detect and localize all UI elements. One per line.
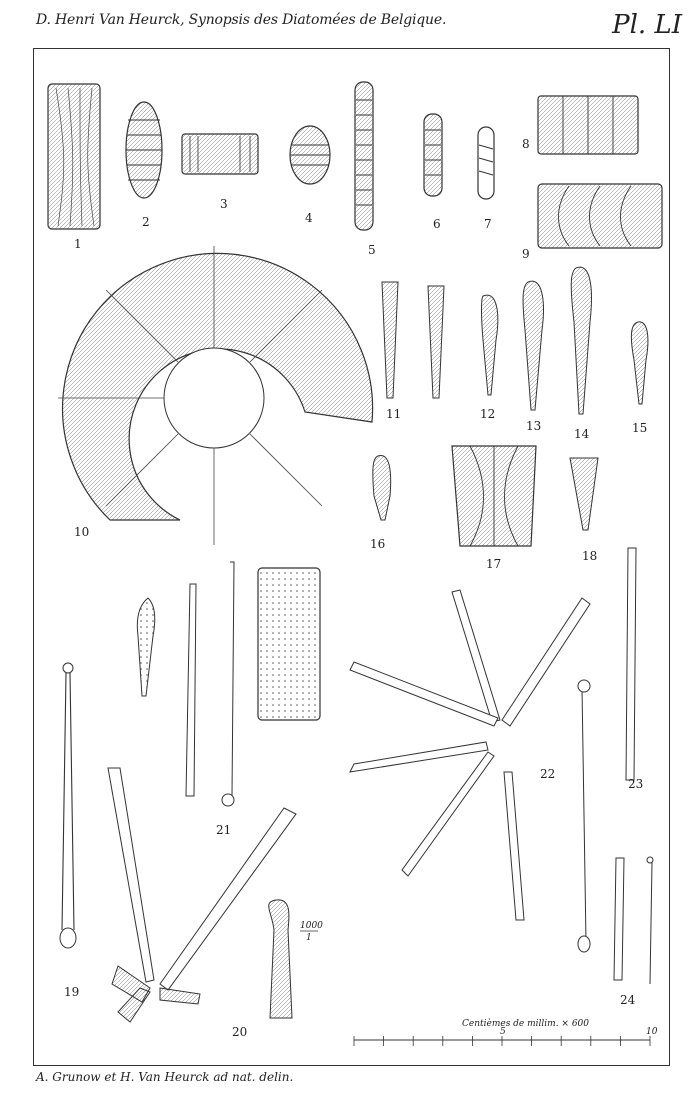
figure-label-15: 15 <box>632 421 648 435</box>
figure-label-2: 2 <box>142 215 150 229</box>
figure-label-18: 18 <box>582 549 598 563</box>
figure-label-21: 21 <box>216 823 232 837</box>
scale-bar <box>354 1018 658 1046</box>
figure-8-drawing <box>538 96 638 154</box>
figure-label-23: 23 <box>628 777 644 791</box>
figure-label-20: 20 <box>232 1025 248 1039</box>
scale-mid-label: 5 <box>500 1027 506 1037</box>
figure-9-drawing <box>538 184 662 248</box>
figure-24-drawing <box>614 857 653 984</box>
magnification-top: 1000 <box>300 921 323 931</box>
figure-2-drawing <box>126 102 162 198</box>
figure-5-drawing <box>355 82 373 230</box>
figure-6-drawing <box>424 114 442 196</box>
figure-18-drawing <box>570 458 598 530</box>
scale-caption: Centièmes de millim. × 600 <box>462 1019 590 1029</box>
figure-label-6: 6 <box>433 217 441 231</box>
figure-14-drawing <box>571 267 591 414</box>
figure-21-drawing <box>137 562 320 806</box>
figure-19-drawing <box>60 663 76 948</box>
figure-1-drawing <box>48 84 100 229</box>
figure-label-9: 9 <box>522 247 530 261</box>
figure-23-drawing <box>626 548 636 780</box>
figure-10-drawing <box>58 246 373 545</box>
figure-15-drawing <box>631 322 648 404</box>
figure-7-drawing <box>478 127 494 199</box>
figure-label-14: 14 <box>574 427 590 441</box>
figure-label-19: 19 <box>64 985 80 999</box>
figure-3-drawing <box>182 134 258 174</box>
figure-label-7: 7 <box>484 217 492 231</box>
figure-11-drawing <box>382 282 444 398</box>
figure-4-drawing <box>290 126 330 184</box>
scale-end-label: 10 <box>646 1027 658 1037</box>
figure-16-drawing <box>373 455 391 520</box>
figure-17-drawing <box>452 446 536 546</box>
plate-header-title: D. Henri Van Heurck, Synopsis des Diatomées de Belgique. <box>36 12 447 28</box>
figure-label-16: 16 <box>370 537 386 551</box>
figure-label-11: 11 <box>386 407 402 421</box>
figure-label-10: 10 <box>74 525 90 539</box>
figure-12-drawing <box>482 295 498 395</box>
figure-label-4: 4 <box>305 211 313 225</box>
figure-label-8: 8 <box>522 137 530 151</box>
figure-label-3: 3 <box>220 197 228 211</box>
figure-label-1: 1 <box>74 237 82 251</box>
figure-label-17: 17 <box>486 557 502 571</box>
figure-20-drawing <box>108 768 296 1022</box>
figure-label-13: 13 <box>526 419 542 433</box>
figure-label-12: 12 <box>480 407 496 421</box>
figure-label-5: 5 <box>368 243 376 257</box>
magnification-bottom: 1 <box>306 933 312 943</box>
figure-13-drawing <box>523 281 543 410</box>
plate-number: Pl. LI <box>612 10 682 40</box>
plate-footer-credit: A. Grunow et H. Van Heurck ad nat. delin. <box>36 1070 294 1084</box>
figure-label-24: 24 <box>620 993 636 1007</box>
figure-label-22: 22 <box>540 767 556 781</box>
